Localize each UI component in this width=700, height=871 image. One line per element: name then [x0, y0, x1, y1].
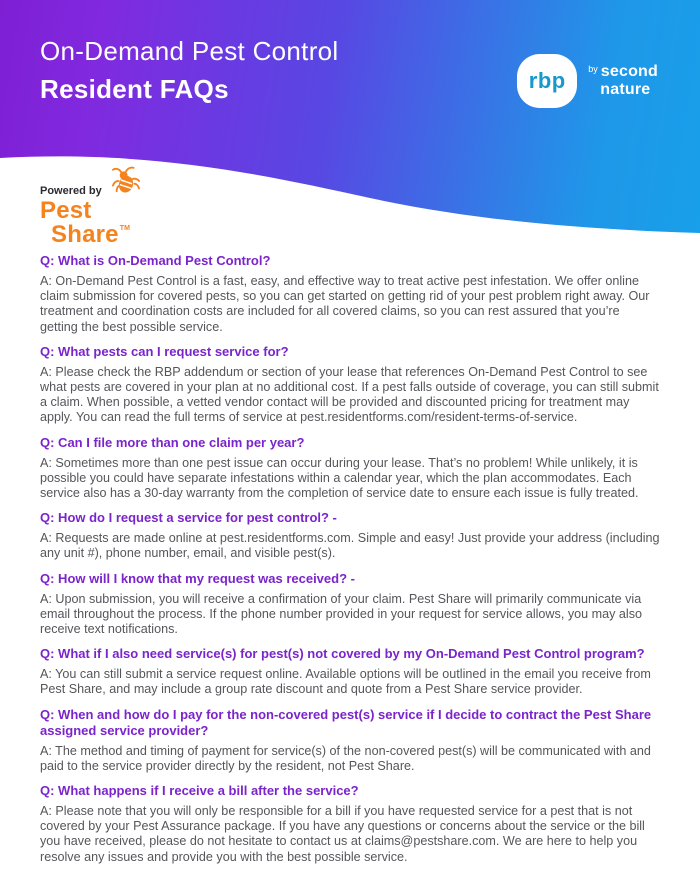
- faq-question: Q: What happens if I receive a bill after the service?: [40, 783, 359, 799]
- faq-question: Q: What is On-Demand Pest Control?: [40, 253, 271, 268]
- faq-item: [40, 510, 660, 561]
- powered-by-label: Powered by: [40, 185, 102, 197]
- faq-answer: A: Requests are made online at pest.residentforms.com. Simple and easy! Just provide your address (including any unit #), phone number, email, and visible pest(s).: [40, 531, 660, 561]
- byline-nature: nature: [600, 81, 651, 98]
- faq-item: [40, 571, 660, 638]
- pestshare-wordmark-share-text: Share: [51, 221, 119, 248]
- byline-by: by: [588, 64, 598, 74]
- pestshare-logo: [40, 166, 142, 247]
- rbp-brand-lockup: [517, 54, 658, 108]
- faq-answer: A: You can still submit a service request online. Available options will be outlined in the email you receive from Pest Share, and may include a group rate discount and quote from a Pest Share service provider.: [40, 667, 651, 697]
- faq-item: [40, 435, 660, 502]
- faq-answer: A: Sometimes more than one pest issue can occur during your lease. That’s no problem! While unlikely, it is possible you could have separate infestations within a calendar year, which the plan accommodates. Each service also has a 30-day warranty from the completion of service date to ensure each issue is fully treated.: [40, 455, 639, 501]
- faq-question: Q: Can I file more than one claim per year?: [40, 434, 305, 450]
- pestshare-wordmark-share: [40, 223, 142, 247]
- pestshare-logo-top: [40, 166, 142, 199]
- faq-list: [0, 250, 700, 865]
- faq-item: [40, 646, 660, 697]
- faq-item: [40, 344, 660, 426]
- faq-item: [40, 707, 660, 774]
- bug-icon: [110, 166, 142, 199]
- faq-question: Q: How do I request a service for pest control? -: [40, 510, 337, 526]
- faq-answer: A: Please note that you will only be responsible for a bill if you have requested service for a pest that is not covered by your Pest Assurance package. If you have any questions or concerns about the service or the bill you have received, please do not hesitate to contact us at claims@pestshare.com. We are here to help you resolve any issues and provide you with the best possible service.: [40, 804, 645, 864]
- faq-answer: A: On-Demand Pest Control is a fast, easy, and effective way to treat active pest infestation. We offer online claim submission for covered pests, so you can get started on getting rid of your pest problem right away. Our treatment and coordination costs are included for all covered claims, so you can rest assured that you’re getting the best possible service.: [40, 274, 650, 334]
- faq-question: Q: What if I also need service(s) for pest(s) not covered by my On-Demand Pest Control program?: [40, 646, 645, 662]
- faq-question: Q: What pests can I request service for?: [40, 343, 289, 359]
- faq-question: Q: How will I know that my request was received? -: [40, 570, 355, 586]
- faq-answer: A: Please check the RBP addendum or section of your lease that references On-Demand Pest Control to see what pests are covered in your plan at no additional cost. If a pest falls outside of coverage, you can still submit a claim. When possible, a vetted vendor contact will be provided and discounted pricing for treatment may apply. You can read the full terms of service at pest.residentforms.com/resident-terms-of-service.: [40, 364, 659, 425]
- rbp-logo: [517, 54, 577, 108]
- second-nature-wordmark: [588, 64, 658, 98]
- faq-item: [40, 253, 660, 335]
- faq-answer: A: The method and timing of payment for service(s) of the non-covered pest(s) will be communicated with and paid to the service provider directly by the resident, not Pest Share.: [40, 743, 651, 773]
- faq-question: Q: When and how do I pay for the non-covered pest(s) service if I decide to contract the Pest Share assigned service provider?: [40, 706, 652, 738]
- document-title: On-Demand Pest Control: [40, 36, 339, 66]
- pestshare-wordmark-pest: Pest: [40, 197, 92, 224]
- document-subtitle: Resident FAQs: [40, 74, 229, 104]
- faq-answer: A: Upon submission, you will receive a confirmation of your claim. Pest Share will primarily communicate via email throughout the process. If the phone number provided in your request for service allows, you may also receive text notifications.: [40, 591, 643, 637]
- byline-second: second: [600, 63, 658, 80]
- trademark-symbol: TM: [119, 225, 131, 232]
- header-titles: [40, 36, 339, 105]
- faq-item: [40, 783, 660, 865]
- rbp-logo-text: rbp: [528, 68, 566, 93]
